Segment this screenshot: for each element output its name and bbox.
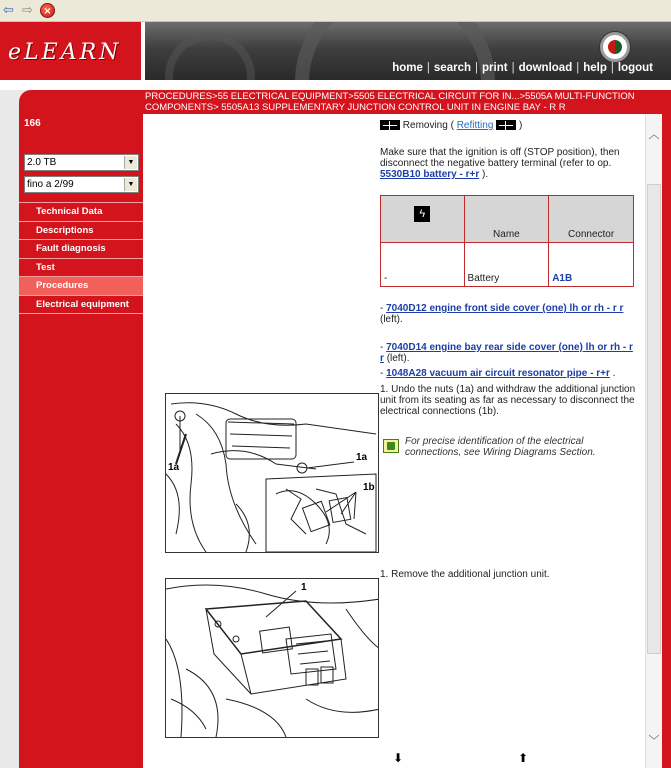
sidebar-item-technical-data[interactable]: Technical Data — [19, 203, 143, 222]
engine-select[interactable] — [24, 154, 139, 171]
sidebar-main — [19, 114, 143, 768]
figure-label: 1 — [301, 582, 307, 593]
link-separator: | — [475, 62, 478, 74]
scroll-down-icon[interactable]: ﹀ — [648, 734, 660, 747]
header-gap — [0, 80, 671, 90]
table-icon — [380, 120, 400, 130]
arrow-up-icon[interactable]: ⬆ — [518, 751, 529, 765]
header-banner — [145, 22, 671, 80]
link-separator: | — [610, 62, 614, 74]
elearn-logo[interactable]: eLEARN — [8, 40, 122, 65]
sidebar-item-procedures[interactable]: Procedures — [19, 277, 143, 296]
breadcrumb-left-corner — [0, 90, 143, 114]
help-link[interactable]: help — [583, 62, 607, 74]
removing-refitting-line — [380, 120, 636, 131]
instruction-undo-nuts: 1. Undo the nuts (1a) and withdraw the additional junction unit from its seating as far as necessary to disconnect the electrical connections (1b). — [380, 384, 636, 417]
step-prefix: - — [380, 368, 384, 379]
browser-toolbar — [0, 0, 671, 22]
ignition-tail: ). — [482, 169, 489, 180]
table-header-connector: Connector — [549, 196, 634, 243]
removing-close: ) — [518, 120, 523, 131]
table-cell-dash: - — [381, 242, 465, 287]
print-link[interactable]: print — [482, 62, 508, 74]
content-pane — [145, 114, 645, 768]
back-arrow-icon[interactable]: ⇦ — [3, 3, 14, 18]
top-links — [392, 62, 653, 74]
figure-label: 1b — [363, 482, 375, 493]
link-separator: | — [426, 62, 430, 74]
breadcrumb[interactable]: PROCEDURES>55 ELECTRICAL EQUIPMENT>5505 ELECTRICAL CIRCUIT FOR IN...>5505A MULTI-FUNCTION COMPONENTS> 5505A13 SUPPLEMENTARY JUNCTION CONTROL UNIT IN ENGINE BAY - R R — [145, 91, 635, 113]
removing-label: Removing ( — [402, 120, 454, 131]
header — [0, 22, 671, 80]
breadcrumb-band — [0, 90, 671, 114]
rear-side-cover-link[interactable]: 7040D14 engine bay rear side cover (one) lh or rh - r r — [380, 342, 633, 364]
step-prefix: - — [380, 303, 384, 314]
sidebar-strip — [0, 114, 19, 768]
step-resonator-pipe — [380, 368, 636, 379]
step-rear-side-cover — [380, 342, 636, 364]
figure-junction-unit-nuts — [165, 393, 379, 553]
right-edge-frame — [662, 114, 671, 768]
sidebar-nav — [19, 202, 143, 314]
front-side-cover-link[interactable]: 7040D12 engine front side cover (one) lh or rh - r r — [386, 303, 624, 314]
connector-a1b-link[interactable]: A1B — [552, 273, 573, 284]
figure-label: 1a — [356, 452, 368, 463]
table-header-name: Name — [464, 196, 549, 243]
note-text: For precise identification of the electrical connections, see Wiring Diagrams Section. — [405, 436, 596, 458]
banner-emblem-decoration-small — [165, 32, 255, 80]
forward-arrow-icon[interactable]: ⇨ — [22, 3, 33, 18]
instruction-remove-unit: 1. Remove the additional junction unit. — [380, 569, 550, 580]
logout-link[interactable]: logout — [617, 62, 653, 74]
scroll-up-icon[interactable]: ︿ — [648, 128, 660, 141]
refitting-link[interactable]: Refitting — [456, 120, 494, 131]
lightning-bolt-icon: ϟ — [414, 206, 430, 222]
engine-select-value: 2.0 TB — [27, 157, 57, 168]
sidebar-item-electrical-equipment[interactable]: Electrical equipment — [19, 296, 143, 315]
period-select[interactable] — [24, 176, 139, 193]
chevron-down-icon[interactable]: ▼ — [124, 156, 137, 169]
arrow-down-icon[interactable]: ⬇ — [393, 751, 404, 765]
link-separator: | — [511, 62, 515, 74]
table-header-icon-cell — [381, 196, 465, 243]
step-tail: . — [612, 368, 616, 379]
model-code: 166 — [24, 118, 41, 129]
link-separator: | — [576, 62, 580, 74]
home-link[interactable]: home — [392, 62, 423, 74]
ignition-instruction — [380, 147, 636, 180]
note-icon — [383, 439, 399, 453]
search-link[interactable]: search — [433, 62, 471, 74]
vertical-scrollbar[interactable] — [645, 114, 662, 768]
ignition-text: Make sure that the ignition is off (STOP position), then disconnect the negative battery terminal (refer to op. — [380, 147, 620, 169]
connector-table — [380, 195, 634, 287]
note-box — [383, 436, 635, 458]
brand-badge-icon — [600, 32, 630, 62]
table-header-row — [381, 196, 634, 243]
figure-label: 1a — [168, 462, 180, 473]
step-tail: (left). — [386, 353, 410, 364]
logo-box — [0, 22, 143, 80]
stop-icon[interactable]: × — [40, 3, 55, 18]
sidebar-item-descriptions[interactable]: Descriptions — [19, 222, 143, 241]
scroll-thumb[interactable] — [647, 184, 661, 654]
step-tail: (left). — [380, 314, 403, 325]
sidebar-item-test[interactable]: Test — [19, 259, 143, 278]
table-cell-connector — [549, 242, 634, 287]
step-prefix: - — [380, 342, 384, 353]
battery-procedure-link[interactable]: 5530B10 battery - r+r — [380, 169, 480, 180]
figure-junction-unit — [165, 578, 379, 738]
step-front-side-cover — [380, 303, 636, 325]
table-icon — [496, 120, 516, 130]
table-cell-name: Battery — [464, 242, 549, 287]
figure-2-drawing — [166, 579, 379, 738]
sidebar — [0, 114, 143, 768]
brand-badge-inner — [608, 40, 622, 54]
period-select-value: fino a 2/99 — [27, 179, 74, 190]
table-row — [381, 242, 634, 287]
sidebar-item-fault-diagnosis[interactable]: Fault diagnosis — [19, 240, 143, 259]
chevron-down-icon[interactable]: ▼ — [124, 178, 137, 191]
resonator-pipe-link[interactable]: 1048A28 vacuum air circuit resonator pipe - r+r — [386, 368, 610, 379]
figure-1-drawing — [166, 394, 379, 553]
download-link[interactable]: download — [518, 62, 573, 74]
